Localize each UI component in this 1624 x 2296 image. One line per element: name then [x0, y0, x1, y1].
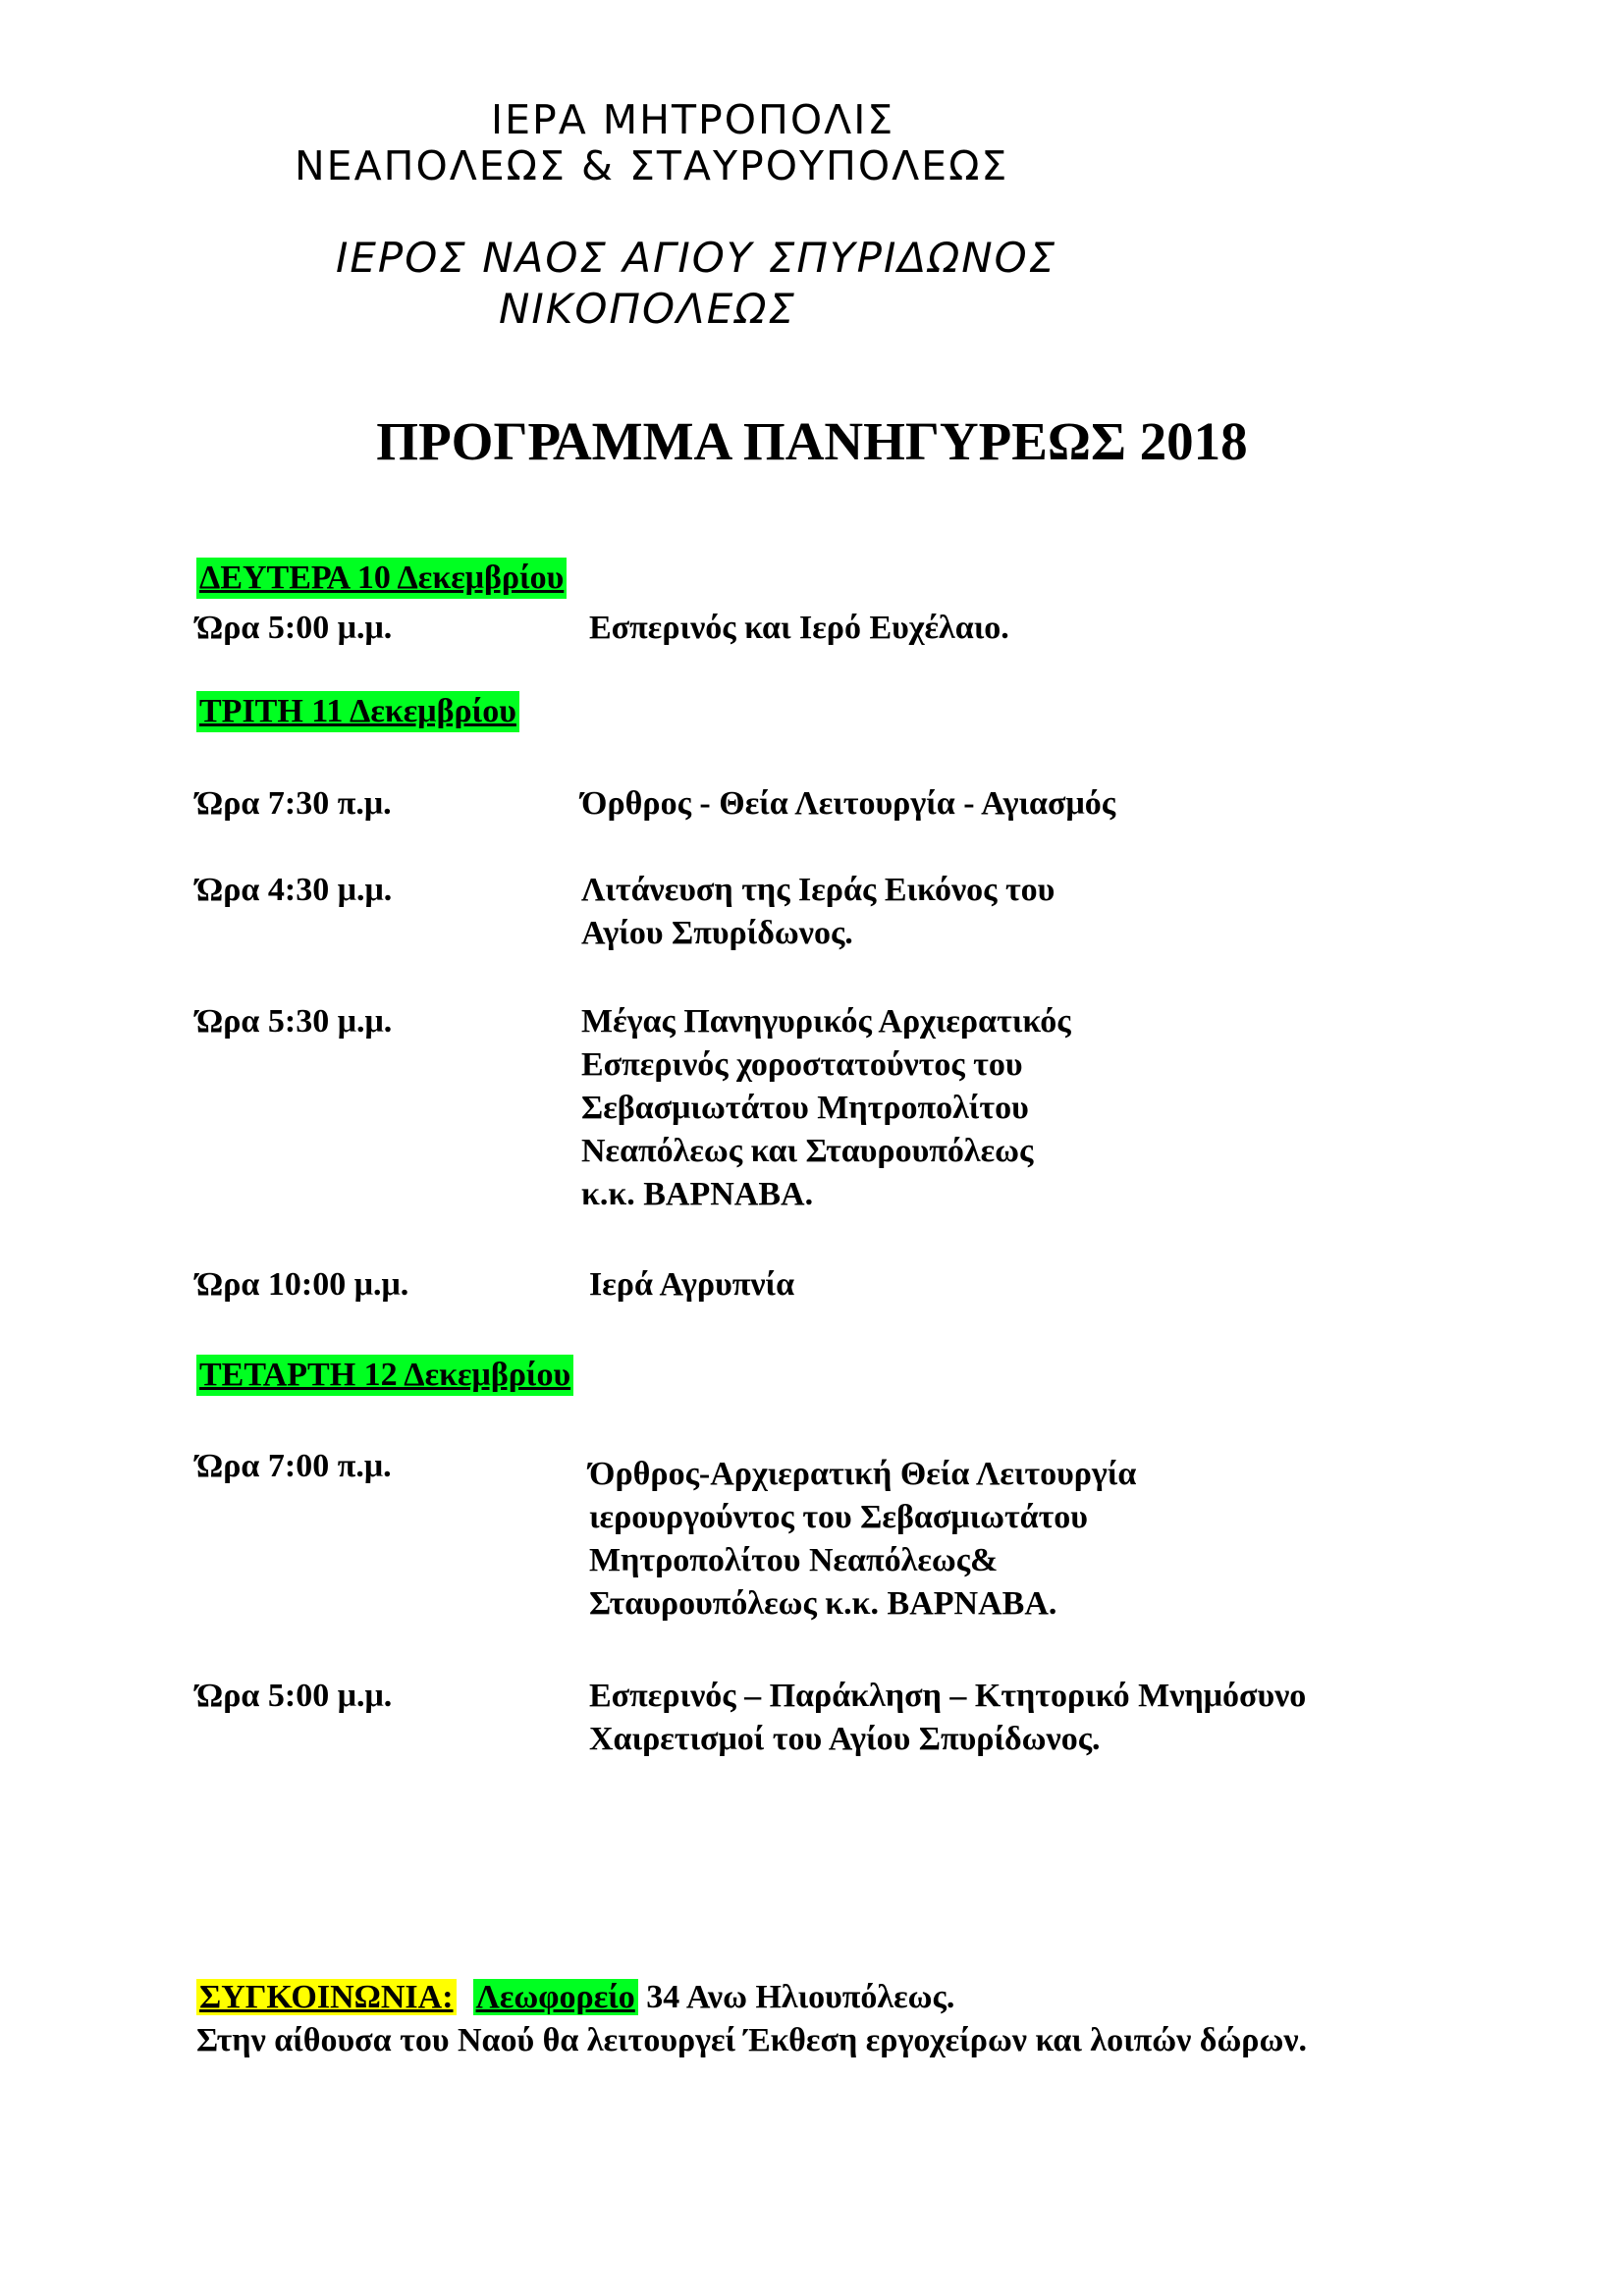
event-description-line: Χαιρετισμοί του Αγίου Σπυρίδωνος.: [589, 1721, 1101, 1757]
bus-label: Λεωφορείο: [473, 1979, 638, 2015]
event-description: [581, 1000, 1071, 1216]
exhibition-note: Στην αίθουσα του Ναού θα λειτουργεί Έκθεση εργοχείρων και λοιπών δώρων.: [196, 2022, 1308, 2058]
day-heading-monday: ΔΕΥΤΕΡΑ 10 Δεκεμβρίου: [196, 558, 567, 599]
header-metropolis: ΙΕΡΑ ΜΗΤΡΟΠΟΛΙΣ: [491, 96, 895, 143]
event-time: Ώρα 7:30 π.μ.: [196, 785, 392, 822]
event-time: Ώρα 4:30 μ.μ.: [196, 872, 393, 908]
event-description-line: Εσπερινός και Ιερό Ευχέλαιο.: [589, 610, 1009, 646]
event-time: Ώρα 7:00 π.μ.: [196, 1448, 392, 1484]
event-description-line: Νεαπόλεως και Σταυρουπόλεως: [581, 1133, 1034, 1169]
page-title: ΠΡΟΓΡΑΜΜΑ ΠΑΝΗΓΥΡΕΩΣ 2018: [376, 411, 1248, 471]
event-description-line: ιερουργούντος του Σεβασμιωτάτου: [589, 1499, 1088, 1535]
day-heading-tuesday: ΤΡΙΤΗ 11 Δεκεμβρίου: [196, 691, 519, 732]
event-description-line: Εσπερινός – Παράκληση – Κτητορικό Μνημόσυνο: [589, 1678, 1307, 1714]
event-description: [589, 1263, 794, 1307]
event-description: [589, 1675, 1306, 1761]
header-church-location: ΝΙΚΟΠΟΛΕΩΣ: [499, 285, 796, 333]
event-time: Ώρα 5:00 μ.μ.: [196, 610, 393, 646]
bus-route: 34 Ανω Ηλιουπόλεως.: [637, 1979, 955, 2015]
event-description-line: Σταυρουπόλεως κ.κ. ΒΑΡΝΑΒΑ.: [589, 1585, 1057, 1622]
event-description-line: Μητροπολίτου Νεαπόλεως&: [589, 1542, 999, 1578]
event-description: [589, 607, 1009, 650]
transport-line: [196, 1977, 954, 2018]
event-description-line: Όρθρος - Θεία Λειτουργία - Αγιασμός: [581, 785, 1116, 822]
event-description-line: Αγίου Σπυρίδωνος.: [581, 915, 853, 951]
event-description-line: Εσπερινός χοροστατούντος του: [581, 1046, 1023, 1083]
day-heading-wednesday: ΤΕΤΑΡΤΗ 12 Δεκεμβρίου: [196, 1355, 573, 1396]
event-description-line: Ιερά Αγρυπνία: [589, 1266, 795, 1303]
event-description-line: Λιτάνευση της Ιεράς Εικόνος του: [581, 872, 1056, 908]
event-time: Ώρα 10:00 μ.μ.: [196, 1266, 409, 1303]
event-description-line: κ.κ. ΒΑΡΝΑΒΑ.: [581, 1176, 814, 1212]
event-description-line: Σεβασμιωτάτου Μητροπολίτου: [581, 1090, 1029, 1126]
event-description-line: Μέγας Πανηγυρικός Αρχιερατικός: [581, 1003, 1071, 1040]
event-time: Ώρα 5:30 μ.μ.: [196, 1003, 393, 1040]
header-metropolis-name: ΝΕΑΠΟΛΕΩΣ & ΣΤΑΥΡΟΥΠΟΛΕΩΣ: [295, 142, 1009, 189]
event-description-line: Όρθρος-Αρχιερατική Θεία Λειτουργία: [589, 1456, 1137, 1492]
transport-label: ΣΥΓΚΟΙΝΩΝΙΑ:: [196, 1979, 457, 2015]
event-description: [581, 869, 1055, 955]
event-description: [581, 782, 1115, 826]
event-description: [589, 1453, 1136, 1626]
event-time: Ώρα 5:00 μ.μ.: [196, 1678, 393, 1714]
header-church: ΙΕΡΟΣ ΝΑΟΣ ΑΓΙΟΥ ΣΠΥΡΙΔΩΝΟΣ: [336, 234, 1057, 282]
